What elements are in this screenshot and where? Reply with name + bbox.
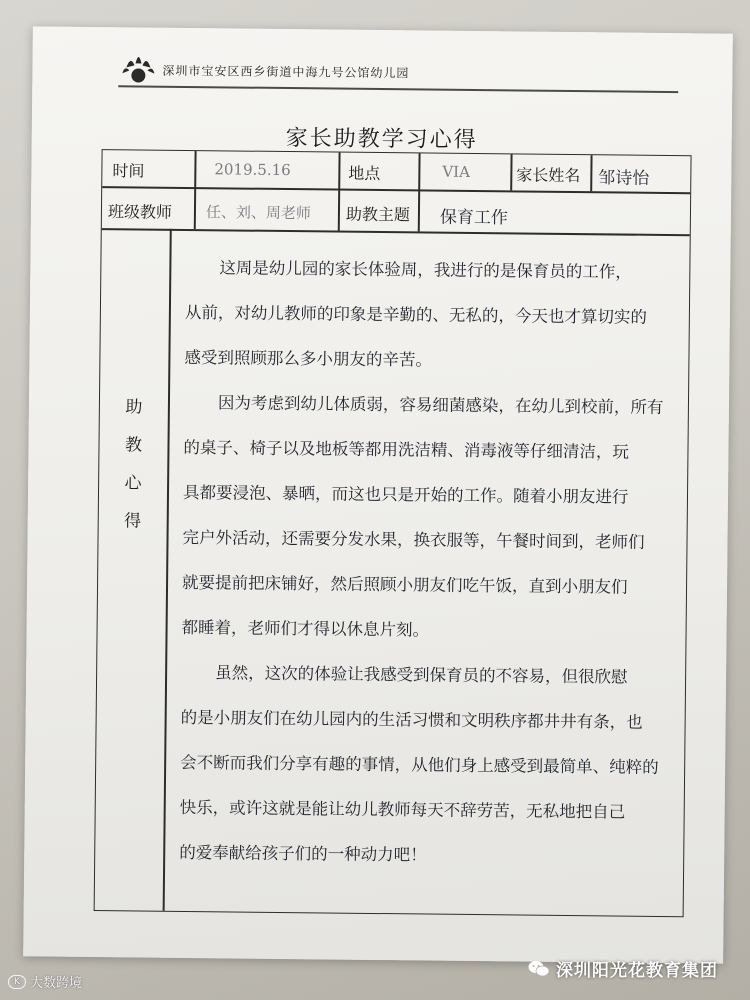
reflection-line: 都睡着，老师们才得以休息片刻。 bbox=[181, 617, 430, 640]
parent-name-value: 邹诗怡 bbox=[598, 168, 650, 189]
form-col-divider bbox=[163, 229, 172, 911]
reflection-line: 从前，对幼儿教师的印象是辛勤的、无私的，今天也才算切实的 bbox=[184, 302, 647, 327]
reflection-body bbox=[179, 245, 682, 880]
wechat-icon bbox=[528, 960, 550, 978]
watermark-right-text: 深圳阳光花教育集团 bbox=[556, 961, 718, 981]
form-col-divider bbox=[510, 154, 512, 190]
reflection-line: 的桌子、椅子以及地板等都用洗洁精、消毒液等仔细清洁，玩 bbox=[183, 437, 630, 462]
document-sheet bbox=[23, 26, 733, 963]
letterhead bbox=[118, 45, 678, 93]
topic-value: 保育工作 bbox=[439, 207, 509, 229]
location-value: VIA bbox=[442, 162, 471, 181]
reflection-line: 就要提前把床铺好，然后照顾小朋友们吃午饭，直到小朋友们 bbox=[181, 572, 628, 597]
section-label-char: 得 bbox=[124, 511, 142, 532]
form-row-divider bbox=[102, 228, 690, 236]
kindergarten-logo-icon bbox=[118, 45, 158, 85]
section-label-reflection bbox=[99, 388, 169, 541]
reflection-line: 的爱奉献给孩子们的一种动力吧！ bbox=[179, 842, 427, 865]
form-col-divider bbox=[338, 153, 340, 231]
reflection-line: 的是小朋友们在幼儿园内的生活习惯和文明秩序都井井有条，也 bbox=[180, 707, 643, 732]
section-label-char: 教 bbox=[124, 435, 143, 456]
reflection-line: 会不断而我们分享有趣的事情，从他们身上感受到最简单、纯粹的 bbox=[180, 752, 659, 777]
reflection-line: 具都要浸泡、暴晒，而这也只是开始的工作。随着小朋友进行 bbox=[182, 482, 629, 507]
topic-label: 助教主题 bbox=[345, 204, 411, 225]
reflection-line: 感受到照顾那么多小朋友的辛苦。 bbox=[184, 347, 433, 370]
reflection-line: 快乐，或许这就是能让幼儿教师每天不辞劳苦，无私地把自己 bbox=[179, 797, 626, 822]
time-value: 2019.5.16 bbox=[214, 160, 291, 180]
watermark-right bbox=[528, 956, 718, 981]
section-label-char: 心 bbox=[124, 473, 142, 494]
parent-name-label: 家长姓名 bbox=[516, 165, 581, 186]
reflection-line: 因为考虑到幼儿体质弱，容易细菌感染，在幼儿到校前，所有 bbox=[217, 393, 664, 417]
watermark-logo-icon: K bbox=[8, 975, 26, 989]
document-title: 家长助教学习心得 bbox=[285, 126, 478, 154]
location-label: 地点 bbox=[348, 163, 381, 184]
form-col-divider bbox=[590, 155, 592, 191]
section-label-char: 助 bbox=[125, 397, 143, 418]
reflection-line: 虽然，这次的体验让我感受到保育员的不容易，但很欣慰 bbox=[215, 663, 628, 687]
class-teacher-label: 班级教师 bbox=[107, 202, 173, 222]
watermark-left bbox=[8, 972, 82, 991]
watermark-left-text: 大数跨境 bbox=[30, 976, 83, 991]
reflection-line: 完户外活动，还需要分发水果，换衣服等，午餐时间到，老师们 bbox=[182, 527, 645, 552]
time-label: 时间 bbox=[112, 161, 145, 181]
org-name: 深圳市宝安区西乡街道中海九号公馆幼儿园 bbox=[162, 63, 410, 81]
reflection-line: 这周是幼儿园的家长体验周，我进行的是保育员的工作， bbox=[219, 258, 632, 282]
form-col-divider bbox=[194, 151, 196, 229]
reflection-form bbox=[94, 149, 692, 917]
form-col-divider bbox=[418, 153, 420, 231]
class-teacher-value: 任、刘、周老师 bbox=[205, 203, 312, 223]
